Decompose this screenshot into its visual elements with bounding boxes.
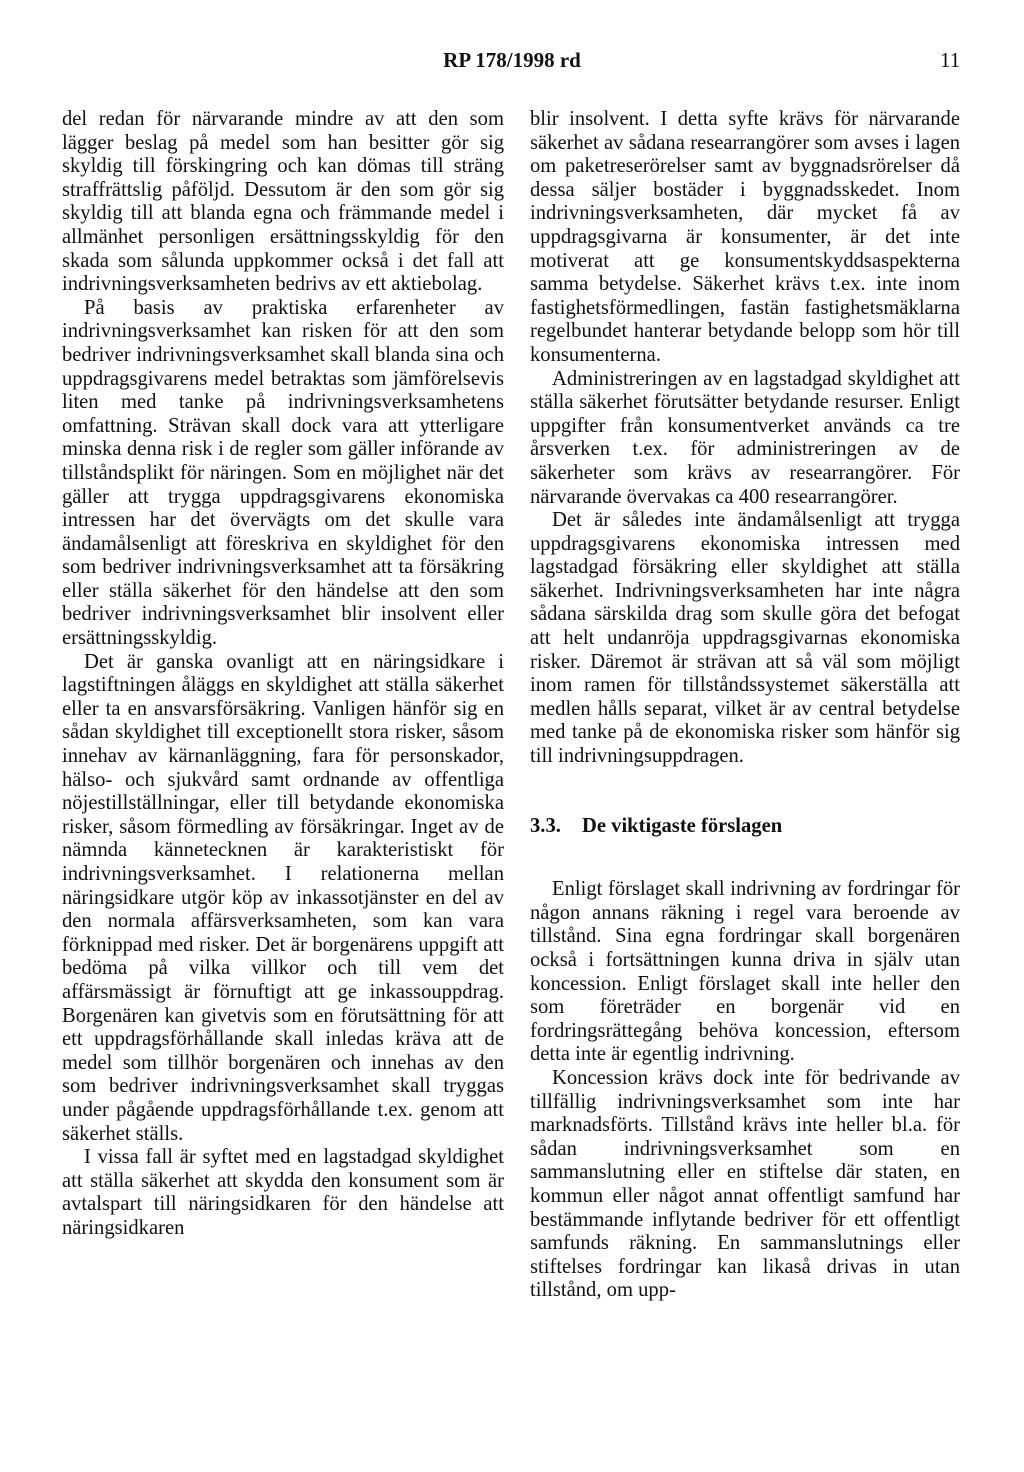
left-paragraph-1: del redan för närvarande mindre av att den som lägger beslag på medel som han besitter gör sig skyldig till förskingring och kan dömas till sträng straffrättslig påföljd. Dessutom är den som gör sig skyldig till att blanda egna och främmande medel i allmänhet personligen ersättningsskyldig för den skada som sålunda uppkommer också i det fall att indrivningsverksamheten bedrivs av ett aktiebolag.	[62, 108, 504, 296]
right-paragraph-5: Koncession krävs dock inte för bedrivande av tillfällig indrivningsverksamhet som inte har marknadsförts. Tillstånd krävs inte heller bl.a. för sådan indrivningsverksamhet som en sammanslutning eller en stiftelse där staten, en kommun eller något annat offentligt samfund har bestämmande inflytande bedriver för ett offentligt samfunds räkning. En sammanslutnings eller stiftelses fordringar kan likaså drivas in utan tillstånd, om upp-	[530, 1066, 960, 1302]
section-heading	[530, 815, 960, 839]
left-paragraph-3: Det är ganska ovanligt att en näringsidkare i lagstiftningen åläggs en skyldighet att ställa säkerhet eller ta en ansvarsförsäkring. Vanligen hänför sig en sådan skyldighet till exceptionellt stora risker, såsom innehav av kärnanläggning, fara för personskador, hälso- och sjukvård samt ordnande av offentliga nöjestillställningar, eller till betydande ekonomiska risker, såsom förmedling av försäkringar. Inget av de nämnda kännetecknen är karakteristiskt för indrivningsverksamhet. I relationerna mellan näringsidkare utgör köp av inkassotjänster en del av den normala affärsverksamheten, som kan vara förknippad med risker. Det är borgenärens uppgift att bedöma på vilka villkor och till vem det affärsmässigt är förnuftigt att ge inkassouppdrag. Borgenären kan givetvis som en förutsättning för att ett uppdragsförhållande skall inledas kräva att de medel som tillhör borgenären och innehas av den som bedriver indrivningsverksamhet skall tryggas under pågående uppdragsförhållande t.ex. genom att säkerhet ställs.	[62, 650, 504, 1145]
left-column	[62, 108, 504, 1241]
left-paragraph-2: På basis av praktiska erfarenheter av indrivningsverksamhet kan risken för att den som bedriver indrivningsverksamhet skall blanda sina och uppdragsgivarens medel betraktas som jämförelsevis liten med tanke på indrivningsverksamhetens omfattning. Strävan skall dock vara att ytterligare minska denna risk i de regler som gäller införande av tillståndsplikt för näringen. Som en möjlighet när det gäller att trygga uppdragsgivarens ekonomiska intressen har det övervägts om det skulle vara ändamålsenligt att föreskriva en skyldighet för den som bedriver indrivningsverksamhet att ta försäkring eller ställa säkerhet för den händelse att den som bedriver indrivningsverksamhet blir insolvent eller ersättningsskyldig.	[62, 296, 504, 650]
right-paragraph-2: Administreringen av en lagstadgad skyldighet att ställa säkerhet förutsätter betydande resurser. Enligt uppgifter från konsumentverket används ca tre årsverken t.ex. för administreringen av de säkerheter som krävs av researrangörer. För närvarande övervakas ca 400 researrangörer.	[530, 367, 960, 508]
right-column	[530, 108, 960, 1303]
right-paragraph-3: Det är således inte ändamålsenligt att trygga uppdragsgivarens ekonomiska intressen med lagstadgad försäkring eller skyldighet att ställa säkerhet. Indrivningsverksamheten har inte några sådana särskilda drag som skulle göra det befogat att helt undanröja uppdragsgivarnas ekonomiska risker. Däremot är strävan att så väl som möjligt inom ramen för tillståndssystemet säkerställa att medlen hålls separat, vilket är av central betydelse med tanke på de ekonomiska risker som hänför sig till indrivningsuppdragen.	[530, 509, 960, 768]
page-number: 11	[940, 48, 961, 72]
section-title: De viktigaste förslagen	[582, 814, 783, 837]
right-paragraph-1: blir insolvent. I detta syfte krävs för närvarande säkerhet av sådana researrangörer som avses i lagen om paketreserörelser samt av byggnadsrörelser då dessa säljer bostäder i byggnadsskedet. Inom indrivningsverksamheten, där mycket få av uppdragsgivarna är konsumenter, är det inte motiverat att ge konsumentskyddsaspekterna samma betydelse. Säkerhet krävs t.ex. inte inom fastighetsförmedlingen, fastän fastighetsmäklarna regelbundet hanterar betydande belopp som hör till konsumenterna.	[530, 108, 960, 366]
left-paragraph-4: I vissa fall är syftet med en lagstadgad skyldighet att ställa säkerhet att skydda den konsument som är avtalspart till näringsidkaren för den händelse att näringsidkaren	[62, 1146, 504, 1239]
page-header-title: RP 178/1998 rd	[443, 48, 581, 72]
right-paragraph-4: Enligt förslaget skall indrivning av fordringar för någon annans räkning i regel vara beroende av tillstånd. Sina egna fordringar skall borgenären också i fortsättningen kunna driva in själv utan koncession. Enligt förslaget skall inte heller den som företräder en borgenär vid en fordringsrättegång behöva koncession, eftersom detta inte är egentlig indrivning.	[530, 878, 960, 1066]
section-number: 3.3.	[530, 814, 561, 837]
